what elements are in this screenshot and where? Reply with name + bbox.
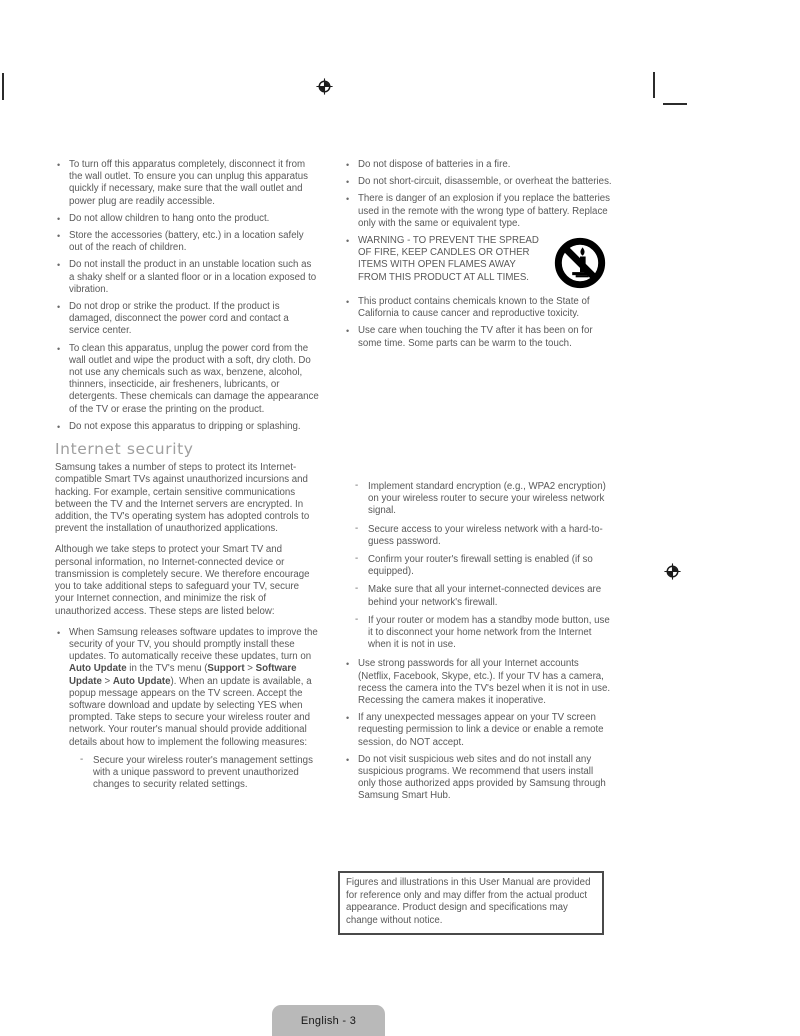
list-item: - Secure your wireless router's management settings with a unique password to prevent unauthorized changes to security related settings. <box>78 755 319 792</box>
internet-security-bullet-list <box>55 627 319 792</box>
page-number-label: English - 3 <box>300 1014 357 1027</box>
list-item: • Use care when touching the TV after it has been on for some time. Some parts can be warm to the touch. <box>344 325 612 349</box>
paragraph: Samsung takes a number of steps to protect its Internet-compatible Smart TVs against unauthorized incursions and hacking. For example, certain sensitive communications between the TV and the Internet servers are encrypted. In addition, the TV's operating system has adopted controls to prevent the installation of unauthorized applications. <box>55 462 310 535</box>
right-column-top <box>344 159 612 355</box>
list-item: - If your router or modem has a standby mode button, use it to disconnect your home network from the Internet when it is not in use. <box>353 615 612 652</box>
page-number-tab <box>272 1005 385 1036</box>
list-item: • Do not dispose of batteries in a fire. <box>344 159 612 171</box>
list-item: • If any unexpected messages appear on your TV screen requesting permission to link a device or enable a remote session, do NOT accept. <box>344 712 612 749</box>
text-segment: > <box>101 675 113 687</box>
crop-mark <box>663 103 687 105</box>
list-item: • Do not visit suspicious web sites and do not install any suspicious programs. We recommend that users install only those authorized apps provided by Samsung through Samsung Smart Hub. <box>344 754 612 803</box>
text-segment: Auto Update <box>112 675 171 687</box>
disclaimer-text: Figures and illustrations in this User Manual are provided for reference only and may differ from the actual product appearance. Product design and specifications may change without notice. <box>346 877 591 926</box>
measures-sub-list-right <box>353 481 612 651</box>
crop-mark <box>653 72 655 98</box>
list-item: • To clean this apparatus, unplug the power cord from the wall outlet and wipe the product with a soft, dry cloth. Do not use any chemicals such as wax, benzene, alcohol, thinners, insecticide, air fresheners, lubricants, or detergents. These chemicals can damage the appearance of the TV or erase the printing on the product. <box>55 343 319 416</box>
crop-mark <box>2 73 4 100</box>
list-item: - Make sure that all your internet-connected devices are behind your network's firewall. <box>353 584 612 608</box>
registration-crosshair-icon <box>316 78 333 100</box>
list-item: • To turn off this apparatus completely, disconnect it from the wall outlet. To ensure you can unplug this apparatus quickly if necessary, make sure that the wall outlet and power plug are readily accessible. <box>55 159 319 208</box>
list-item: • Do not short-circuit, disassemble, or overheat the batteries. <box>344 176 612 188</box>
list-item: - Confirm your router's firewall setting is enabled (if so equipped). <box>353 554 612 578</box>
list-item: • Do not drop or strike the product. If the product is damaged, disconnect the power cord and contact a service center. <box>55 301 319 338</box>
safety-bullet-list-left <box>55 159 319 433</box>
warning-text: WARNING - TO PREVENT THE SPREAD OF FIRE, KEEP CANDLES OR OTHER ITEMS WITH OPEN FLAMES AWAY FROM THIS PRODUCT AT ALL TIMES. <box>358 235 539 283</box>
internet-security-bullet-list-right <box>344 658 612 802</box>
text-segment: When Samsung releases software updates to improve the security of your TV, you should promptly install these updates. To automatically receive these updates, turn on <box>69 626 318 663</box>
section-heading-internet-security: Internet security <box>55 440 194 459</box>
text-segment: in the TV's menu ( <box>126 663 208 675</box>
text-segment: ). When an update is available, a popup message appears on the TV screen. Accept the software download and update by selecting YES when prompted. Take steps to secure your wireless router and network. Your router's manual should provide additional details about how to implement the following measures: <box>69 675 312 748</box>
list-item: • Store the accessories (battery, etc.) in a location safely out of the reach of children. <box>55 230 319 254</box>
no-open-flames-icon <box>554 237 606 293</box>
right-column-bottom <box>344 481 612 808</box>
list-item: - Implement standard encryption (e.g., WPA2 encryption) on your wireless router to secure your wireless network signal. <box>353 481 612 518</box>
list-item: • Do not allow children to hang onto the product. <box>55 213 319 225</box>
text-segment: Support <box>207 663 245 675</box>
paragraph: Although we take steps to protect your Smart TV and personal information, no Internet-connected device or transmission is completely secure. We therefore encourage you to take additional steps to safeguard your TV, secure your Internet connection, and minimize the risk of unauthorized access. These steps are listed below: <box>55 544 310 617</box>
safety-bullet-list-right <box>344 159 612 350</box>
list-item: • This product contains chemicals known to the State of California to cause cancer and reproductive toxicity. <box>344 296 612 320</box>
registration-crosshair-icon <box>664 563 681 585</box>
text-segment: > <box>244 663 256 675</box>
list-item: - Secure access to your wireless network with a hard-to-guess password. <box>353 524 612 548</box>
text-segment: Auto Update <box>69 663 127 675</box>
list-item-warning <box>344 235 612 291</box>
list-item: • Do not install the product in an unstable location such as a shaky shelf or a slanted floor or in a location exposed to vibration. <box>55 259 319 296</box>
list-item: • There is danger of an explosion if you replace the batteries used in the remote with the wrong type of battery. Replace only with the same or equivalent type. <box>344 193 612 230</box>
list-item: • Use strong passwords for all your Internet accounts (Netflix, Facebook, Skype, etc.). If your TV has a camera, recess the camera into the TV's bezel when it is not in use. Recessing the camera makes it inoperative. <box>344 658 612 707</box>
list-item: • Do not expose this apparatus to dripping or splashing. <box>55 421 319 433</box>
measures-sub-list-left <box>78 755 319 792</box>
list-item-auto-update <box>55 627 319 792</box>
disclaimer-note-box <box>338 871 604 935</box>
left-column <box>55 159 319 797</box>
text-segment: Software Update <box>69 663 297 687</box>
